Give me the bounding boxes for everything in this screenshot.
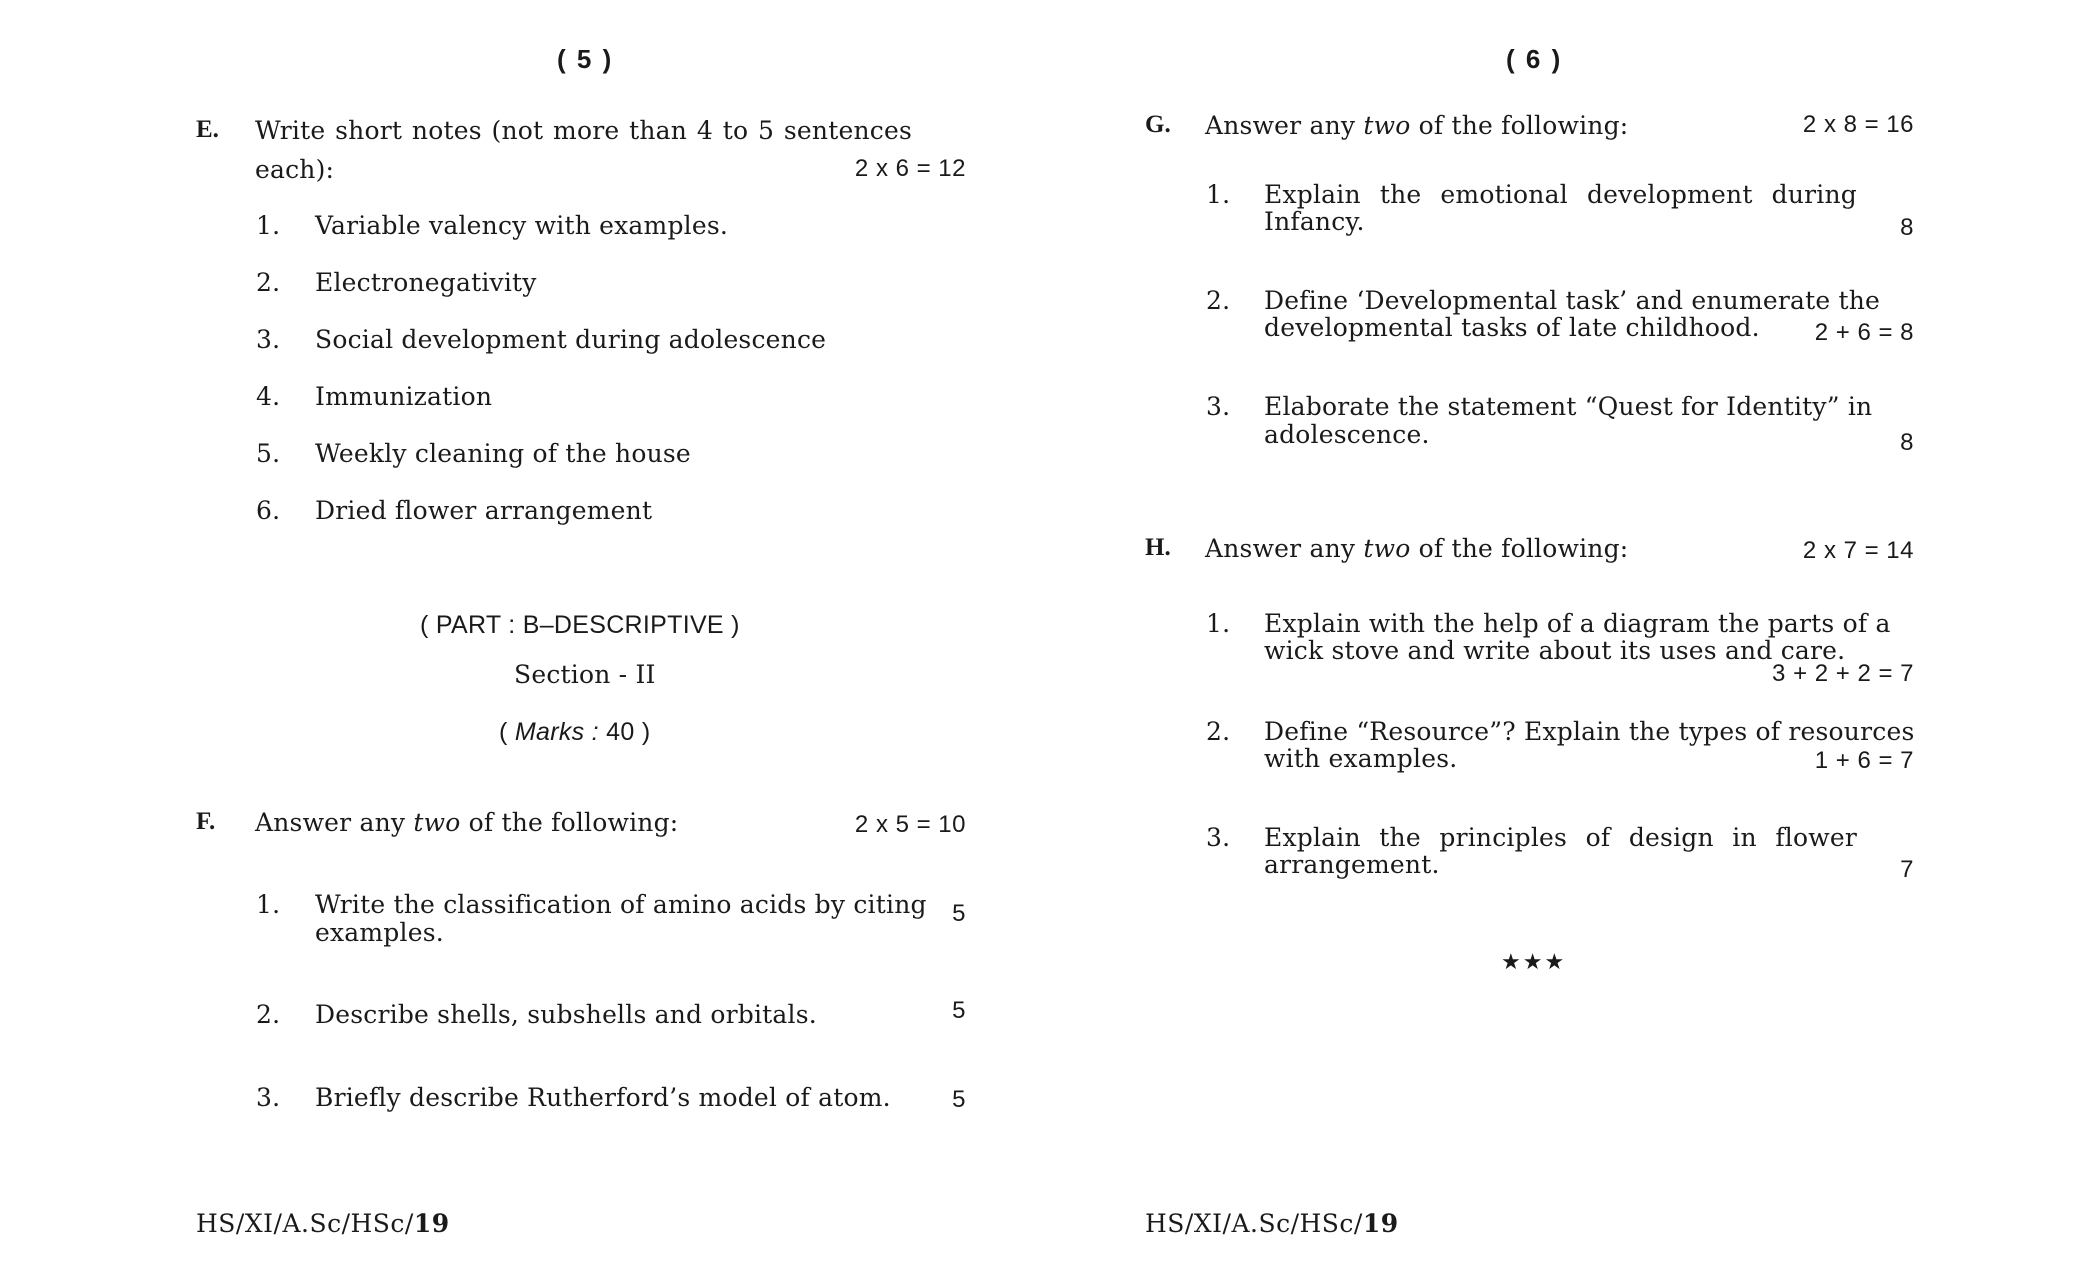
question-e-marks: 2 x 6 = 12 xyxy=(854,155,966,182)
list-item-line1: Briefly describe Rutherford’s model of atom. xyxy=(315,1083,891,1112)
item-marks: 2 + 6 = 8 xyxy=(1814,319,1914,346)
list-item-line2: examples. xyxy=(315,918,444,947)
item-marks: 8 xyxy=(1900,429,1914,456)
page-number: ( 5 ) xyxy=(557,44,614,74)
question-f-instruction: Answer any two of the following: xyxy=(255,808,679,837)
list-item-line1: Define “Resource”? Explain the types of resources xyxy=(1264,717,1915,746)
question-e-instruction-line2: each): xyxy=(255,155,335,184)
list-item-number: 3. xyxy=(256,1083,281,1112)
question-f-label: F. xyxy=(196,808,216,835)
question-h-marks: 2 x 7 = 14 xyxy=(1802,537,1914,564)
list-item-number: 1. xyxy=(1206,609,1231,638)
item-marks: 3 + 2 + 2 = 7 xyxy=(1772,660,1914,687)
item-marks: 8 xyxy=(1900,214,1914,241)
list-item-number: 3. xyxy=(256,325,281,354)
list-item-line2: adolescence. xyxy=(1264,420,1430,449)
item-marks: 7 xyxy=(1900,856,1914,883)
question-f-marks: 2 x 5 = 10 xyxy=(854,811,966,838)
footer-code: HS/XI/A.Sc/HSc/19 xyxy=(1145,1209,1399,1238)
list-item-number: 2. xyxy=(256,1000,281,1029)
list-item: Social development during adolescence xyxy=(315,325,827,354)
list-item-line1: Write the classification of amino acids by citing xyxy=(315,890,927,919)
item-marks: 5 xyxy=(952,900,966,927)
section-marks: ( Marks : 40 ) xyxy=(499,718,651,746)
question-h-instruction: Answer any two of the following: xyxy=(1205,534,1629,563)
part-header: ( PART : B–DESCRIPTIVE ) xyxy=(420,611,740,639)
list-item-line2: developmental tasks of late childhood. xyxy=(1264,313,1760,342)
list-item-number: 5. xyxy=(256,439,281,468)
list-item-number: 2. xyxy=(1206,286,1231,315)
list-item-number: 1. xyxy=(256,890,281,919)
list-item-line1: Explain with the help of a diagram the parts of a xyxy=(1264,609,1891,638)
item-marks: 5 xyxy=(952,1086,966,1113)
list-item-line1: Explain the principles of design in flower xyxy=(1264,823,1857,852)
page-number: ( 6 ) xyxy=(1506,44,1563,74)
list-item-number: 4. xyxy=(256,382,281,411)
footer-code: HS/XI/A.Sc/HSc/19 xyxy=(196,1209,450,1238)
list-item: Dried flower arrangement xyxy=(315,496,653,525)
list-item: Electronegativity xyxy=(315,268,537,297)
question-g-instruction: Answer any two of the following: xyxy=(1205,111,1629,140)
list-item-line2: wick stove and write about its uses and care. xyxy=(1264,636,1846,665)
list-item-number: 3. xyxy=(1206,823,1231,852)
list-item-line1: Explain the emotional development during xyxy=(1264,180,1857,209)
list-item-line1: Describe shells, subshells and orbitals. xyxy=(315,1000,817,1029)
list-item-number: 6. xyxy=(256,496,281,525)
list-item-number: 1. xyxy=(256,211,281,240)
question-e-label: E. xyxy=(196,116,219,143)
question-g-marks: 2 x 8 = 16 xyxy=(1802,111,1914,138)
list-item-line2: Infancy. xyxy=(1264,207,1365,236)
end-of-paper-stars: ★★★ xyxy=(1501,950,1567,975)
section-title: Section - II xyxy=(514,660,656,689)
list-item-line1: Elaborate the statement “Quest for Identity” in xyxy=(1264,392,1873,421)
list-item-line1: Define ‘Developmental task’ and enumerate the xyxy=(1264,286,1881,315)
list-item-number: 1. xyxy=(1206,180,1231,209)
question-g-label: G. xyxy=(1145,111,1171,138)
question-e-instruction-line1: Write short notes (not more than 4 to 5 sentences xyxy=(255,116,912,145)
question-h-label: H. xyxy=(1145,534,1171,561)
list-item-number: 2. xyxy=(256,268,281,297)
list-item: Weekly cleaning of the house xyxy=(315,439,691,468)
list-item-line2: arrangement. xyxy=(1264,850,1440,879)
item-marks: 1 + 6 = 7 xyxy=(1814,747,1914,774)
list-item-number: 3. xyxy=(1206,392,1231,421)
item-marks: 5 xyxy=(952,997,966,1024)
list-item-line2: with examples. xyxy=(1264,744,1458,773)
list-item: Variable valency with examples. xyxy=(315,211,729,240)
list-item: Immunization xyxy=(315,382,493,411)
list-item-number: 2. xyxy=(1206,717,1231,746)
